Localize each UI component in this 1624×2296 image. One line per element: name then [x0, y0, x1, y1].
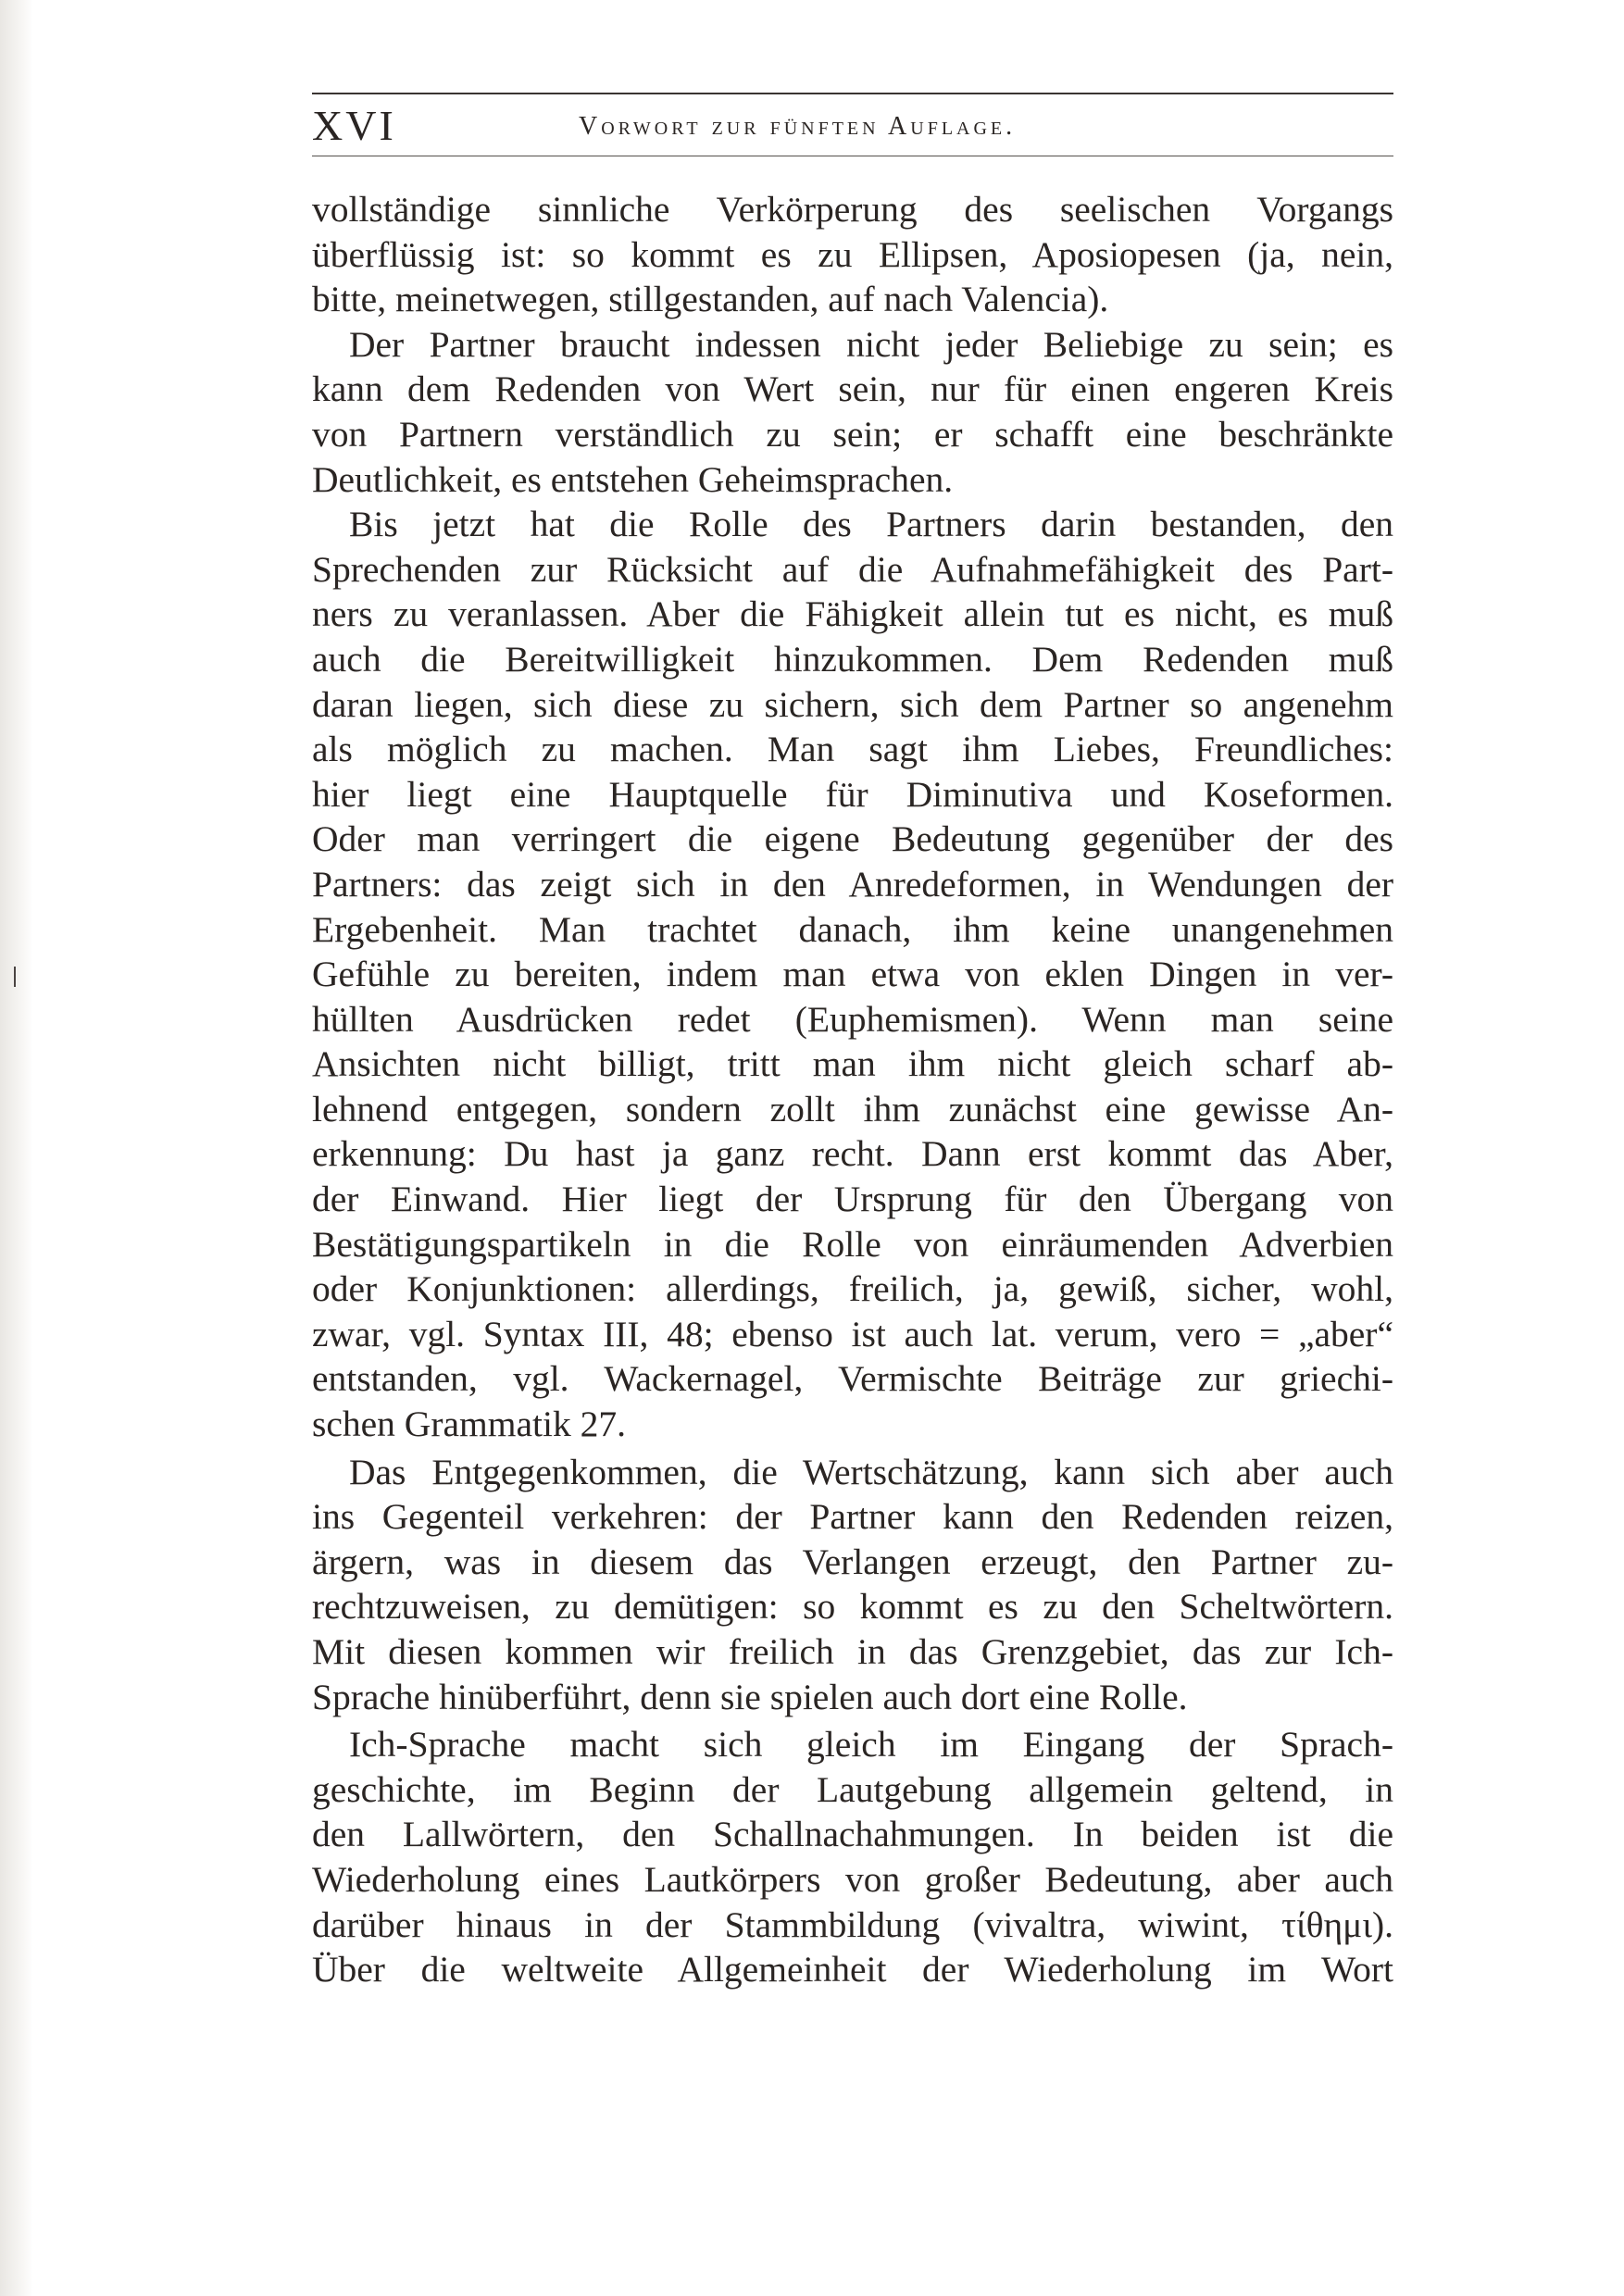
text-line: ins Gegenteil verkehren: der Partner kann den Redenden reizen, — [312, 1496, 1393, 1538]
text-line: Partners: das zeigt sich in den Anredeformen, in Wendungen der — [312, 863, 1393, 905]
text-line: entstanden, vgl. Wackernagel, Vermischte Beiträge zur griechi- — [312, 1358, 1393, 1400]
text-line: Das Entgegenkommen, die Wertschätzung, kann sich aber auch — [349, 1451, 1393, 1492]
text-line: Ich-Sprache macht sich gleich im Eingang der Sprach- — [349, 1724, 1393, 1766]
text-line: daran liegen, sich diese zu sichern, sich dem Partner so angenehm — [312, 683, 1393, 725]
text-line: geschichte, im Beginn der Lautgebung allgemein geltend, in — [312, 1768, 1393, 1810]
page-number: XVI — [312, 102, 396, 149]
text-line: Ergebenheit. Man trachtet danach, ihm keine unangenehmen — [312, 908, 1393, 950]
text-line: Deutlichkeit, es entstehen Geheimsprachen. — [312, 458, 954, 500]
text-line: Mit diesen kommen wir freilich in das Grenzgebiet, das zur Ich- — [312, 1631, 1393, 1672]
text-line: Bestätigungspartikeln in die Rolle von einräumenden Adverbien — [312, 1223, 1393, 1265]
text-line: darüber hinaus in der Stammbildung (vivaltra, wiwint, τίθημι). — [312, 1903, 1393, 1945]
text-line: der Einwand. Hier liegt der Ursprung für den Übergang von — [312, 1179, 1393, 1220]
text-line: Wiederholung eines Lautkörpers von großer Bedeutung, aber auch — [312, 1858, 1393, 1900]
text-line: erkennung: Du hast ja ganz recht. Dann erst kommt das Aber, — [312, 1133, 1393, 1175]
text-line: von Partnern verständlich zu sein; er schafft eine beschränkte — [312, 413, 1393, 455]
text-line: Gefühle zu bereiten, indem man etwa von eklen Dingen in ver- — [312, 954, 1393, 995]
text-line: überflüssig ist: so kommt es zu Ellipsen, Aposiopesen (ja, nein, — [312, 233, 1393, 275]
text-line: ärgern, was in diesem das Verlangen erzeugt, den Partner zu- — [312, 1541, 1393, 1582]
text-line: kann dem Redenden von Wert sein, nur für einen engeren Kreis — [312, 368, 1393, 410]
text-line: Oder man verringert die eigene Bedeutung gegenüber der des — [312, 818, 1393, 860]
text-line: Ansichten nicht billigt, tritt man ihm nicht gleich scharf ab- — [312, 1043, 1393, 1085]
margin-mark — [14, 967, 16, 987]
page-edge-shadow — [0, 0, 33, 2296]
text-line: Sprechenden zur Rücksicht auf die Aufnahmefähigkeit des Part- — [312, 548, 1393, 590]
header-rule-top — [312, 93, 1393, 94]
text-line: Über die weltweite Allgemeinheit der Wiederholung im Wort — [312, 1949, 1393, 1990]
text-line: Sprache hinüberführt, denn sie spielen auch dort eine Rolle. — [312, 1676, 1188, 1717]
text-line: als möglich zu machen. Man sagt ihm Liebes, Freundliches: — [312, 729, 1393, 770]
text-line: Bis jetzt hat die Rolle des Partners darin bestanden, den — [349, 504, 1393, 545]
text-line: ners zu veranlassen. Aber die Fähigkeit allein tut es nicht, es muß — [312, 593, 1393, 635]
text-line: auch die Bereitwilligkeit hinzukommen. Dem Redenden muß — [312, 638, 1393, 680]
text-line: lehnend entgegen, sondern zollt ihm zunächst eine gewisse An- — [312, 1088, 1393, 1129]
text-line: vollständige sinnliche Verkörperung des seelischen Vorgangs — [312, 189, 1393, 230]
body-text — [312, 187, 1393, 1992]
text-line: Der Partner braucht indessen nicht jeder Beliebige zu sein; es — [349, 323, 1393, 365]
text-line: oder Konjunktionen: allerdings, freilich, ja, gewiß, sicher, wohl, — [312, 1268, 1393, 1310]
text-line: bitte, meinetwegen, stillgestanden, auf nach Valencia). — [312, 279, 1109, 320]
text-line: schen Grammatik 27. — [312, 1404, 626, 1445]
text-line: den Lallwörtern, den Schallnachahmungen. In beiden ist die — [312, 1814, 1393, 1855]
text-line: hüllten Ausdrücken redet (Euphemismen). Wenn man seine — [312, 998, 1393, 1040]
running-head: Vorwort zur fünften Auflage. — [579, 112, 1017, 141]
text-line: rechtzuweisen, zu demütigen: so kommt es zu den Scheltwörtern. — [312, 1586, 1393, 1628]
text-line: zwar, vgl. Syntax III, 48; ebenso ist auch lat. verum, vero = „aber“ — [312, 1313, 1393, 1354]
text-line: hier liegt eine Hauptquelle für Diminutiva und Koseformen. — [312, 773, 1393, 815]
